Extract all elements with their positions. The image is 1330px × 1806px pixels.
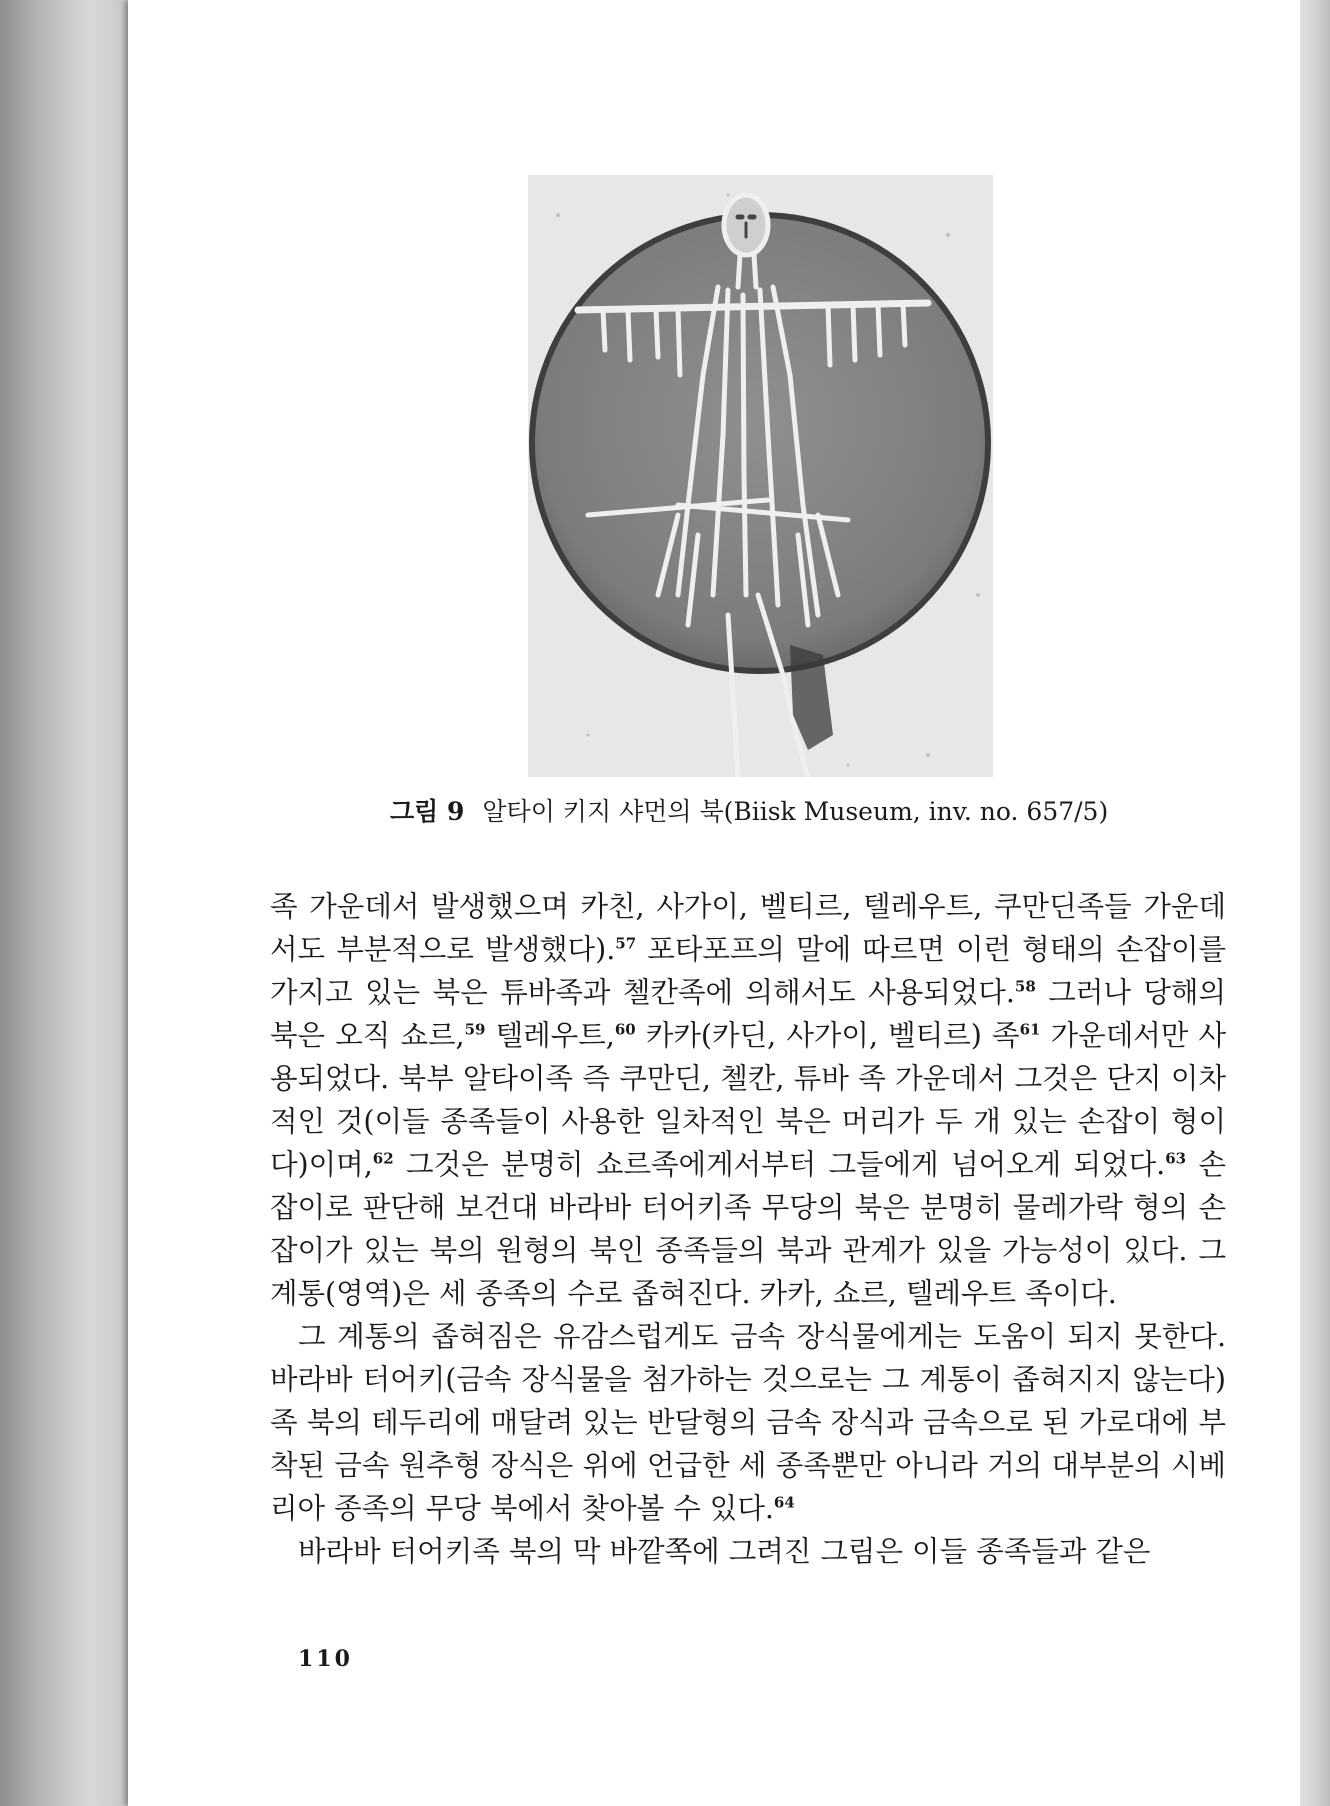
page-right-edge xyxy=(1300,0,1330,1806)
body-paragraph xyxy=(270,1530,1226,1573)
body-paragraph xyxy=(270,885,1226,1315)
footnote-marker: 63 xyxy=(1165,1149,1187,1168)
footnote-marker: 60 xyxy=(614,1020,636,1039)
page-number: 110 xyxy=(298,1646,353,1672)
book-spine-edge xyxy=(0,0,128,1806)
text-segment: 카카(카딘, 사가이, 벨티르) 족 xyxy=(635,1019,1020,1052)
footnote-marker: 62 xyxy=(372,1149,394,1168)
body-text xyxy=(270,885,1226,1573)
body-paragraph xyxy=(270,1315,1226,1530)
text-segment: 바라바 터어키족 북의 막 바깥쪽에 그려진 그림은 이들 종족들과 같은 xyxy=(298,1535,1151,1568)
footnote-marker: 61 xyxy=(1019,1020,1041,1039)
text-segment: 족 가운데서 발생했으며 카친, 사가이, 벨티르, 텔레우트, 쿠만딘족들 가운데서도 부분적으로 발생했다). xyxy=(270,890,1226,966)
footnote-marker: 57 xyxy=(615,934,637,953)
text-segment: 손잡이로 판단해 보건대 바라바 터어키족 무당의 북은 분명히 물레가락 형의 손잡이가 있는 북의 원형의 북인 종족들의 북과 관계가 있을 가능성이 있다. 그 계통(영역)은 세 종족의 수로 좁혀진다. 카카, 쇼르, 텔레우트 족이다. xyxy=(270,1148,1226,1310)
text-segment: 포타포프의 말에 따르면 이런 형태의 손잡이를 가지고 있는 북은 튜바족과 첼칸족에 의해서도 사용되었다. xyxy=(270,933,1227,1009)
text-segment: 그러나 당해의 북은 오직 쇼르, xyxy=(270,976,1226,1052)
figure-label: 그림 9 xyxy=(390,797,465,826)
figure-image-shaman-drum xyxy=(528,175,993,777)
text-segment: 텔레우트, xyxy=(485,1019,615,1052)
figure-caption-text: 알타이 키지 샤먼의 북(Biisk Museum, inv. no. 657/5) xyxy=(482,797,1109,826)
figure-caption xyxy=(390,792,1150,828)
footnote-marker: 58 xyxy=(1014,977,1036,996)
text-segment: 가운데서만 사용되었다. 북부 알타이족 즉 쿠만딘, 첼칸, 튜바 족 가운데서 그것은 단지 이차적인 것(이들 종족들이 사용한 일차적인 북은 머리가 두 개 있는 손잡이 형이다)이며, xyxy=(270,1019,1226,1181)
footnote-marker: 64 xyxy=(773,1493,795,1512)
text-segment: 그 계통의 좁혀짐은 유감스럽게도 금속 장식물에게는 도움이 되지 못한다. 바라바 터어키(금속 장식물을 첨가하는 것으로는 그 계통이 좁혀지지 않는다)족 북의 테두리에 매달려 있는 반달형의 금속 장식과 금속으로 된 가로대에 부착된 금속 원추형 장식은 위에 언급한 세 종족뿐만 아니라 거의 대부분의 시베리아 종족의 무당 북에서 찾아볼 수 있다. xyxy=(270,1320,1226,1525)
footnote-marker: 59 xyxy=(464,1020,486,1039)
text-segment: 그것은 분명히 쇼르족에게서부터 그들에게 넘어오게 되었다. xyxy=(393,1148,1166,1181)
